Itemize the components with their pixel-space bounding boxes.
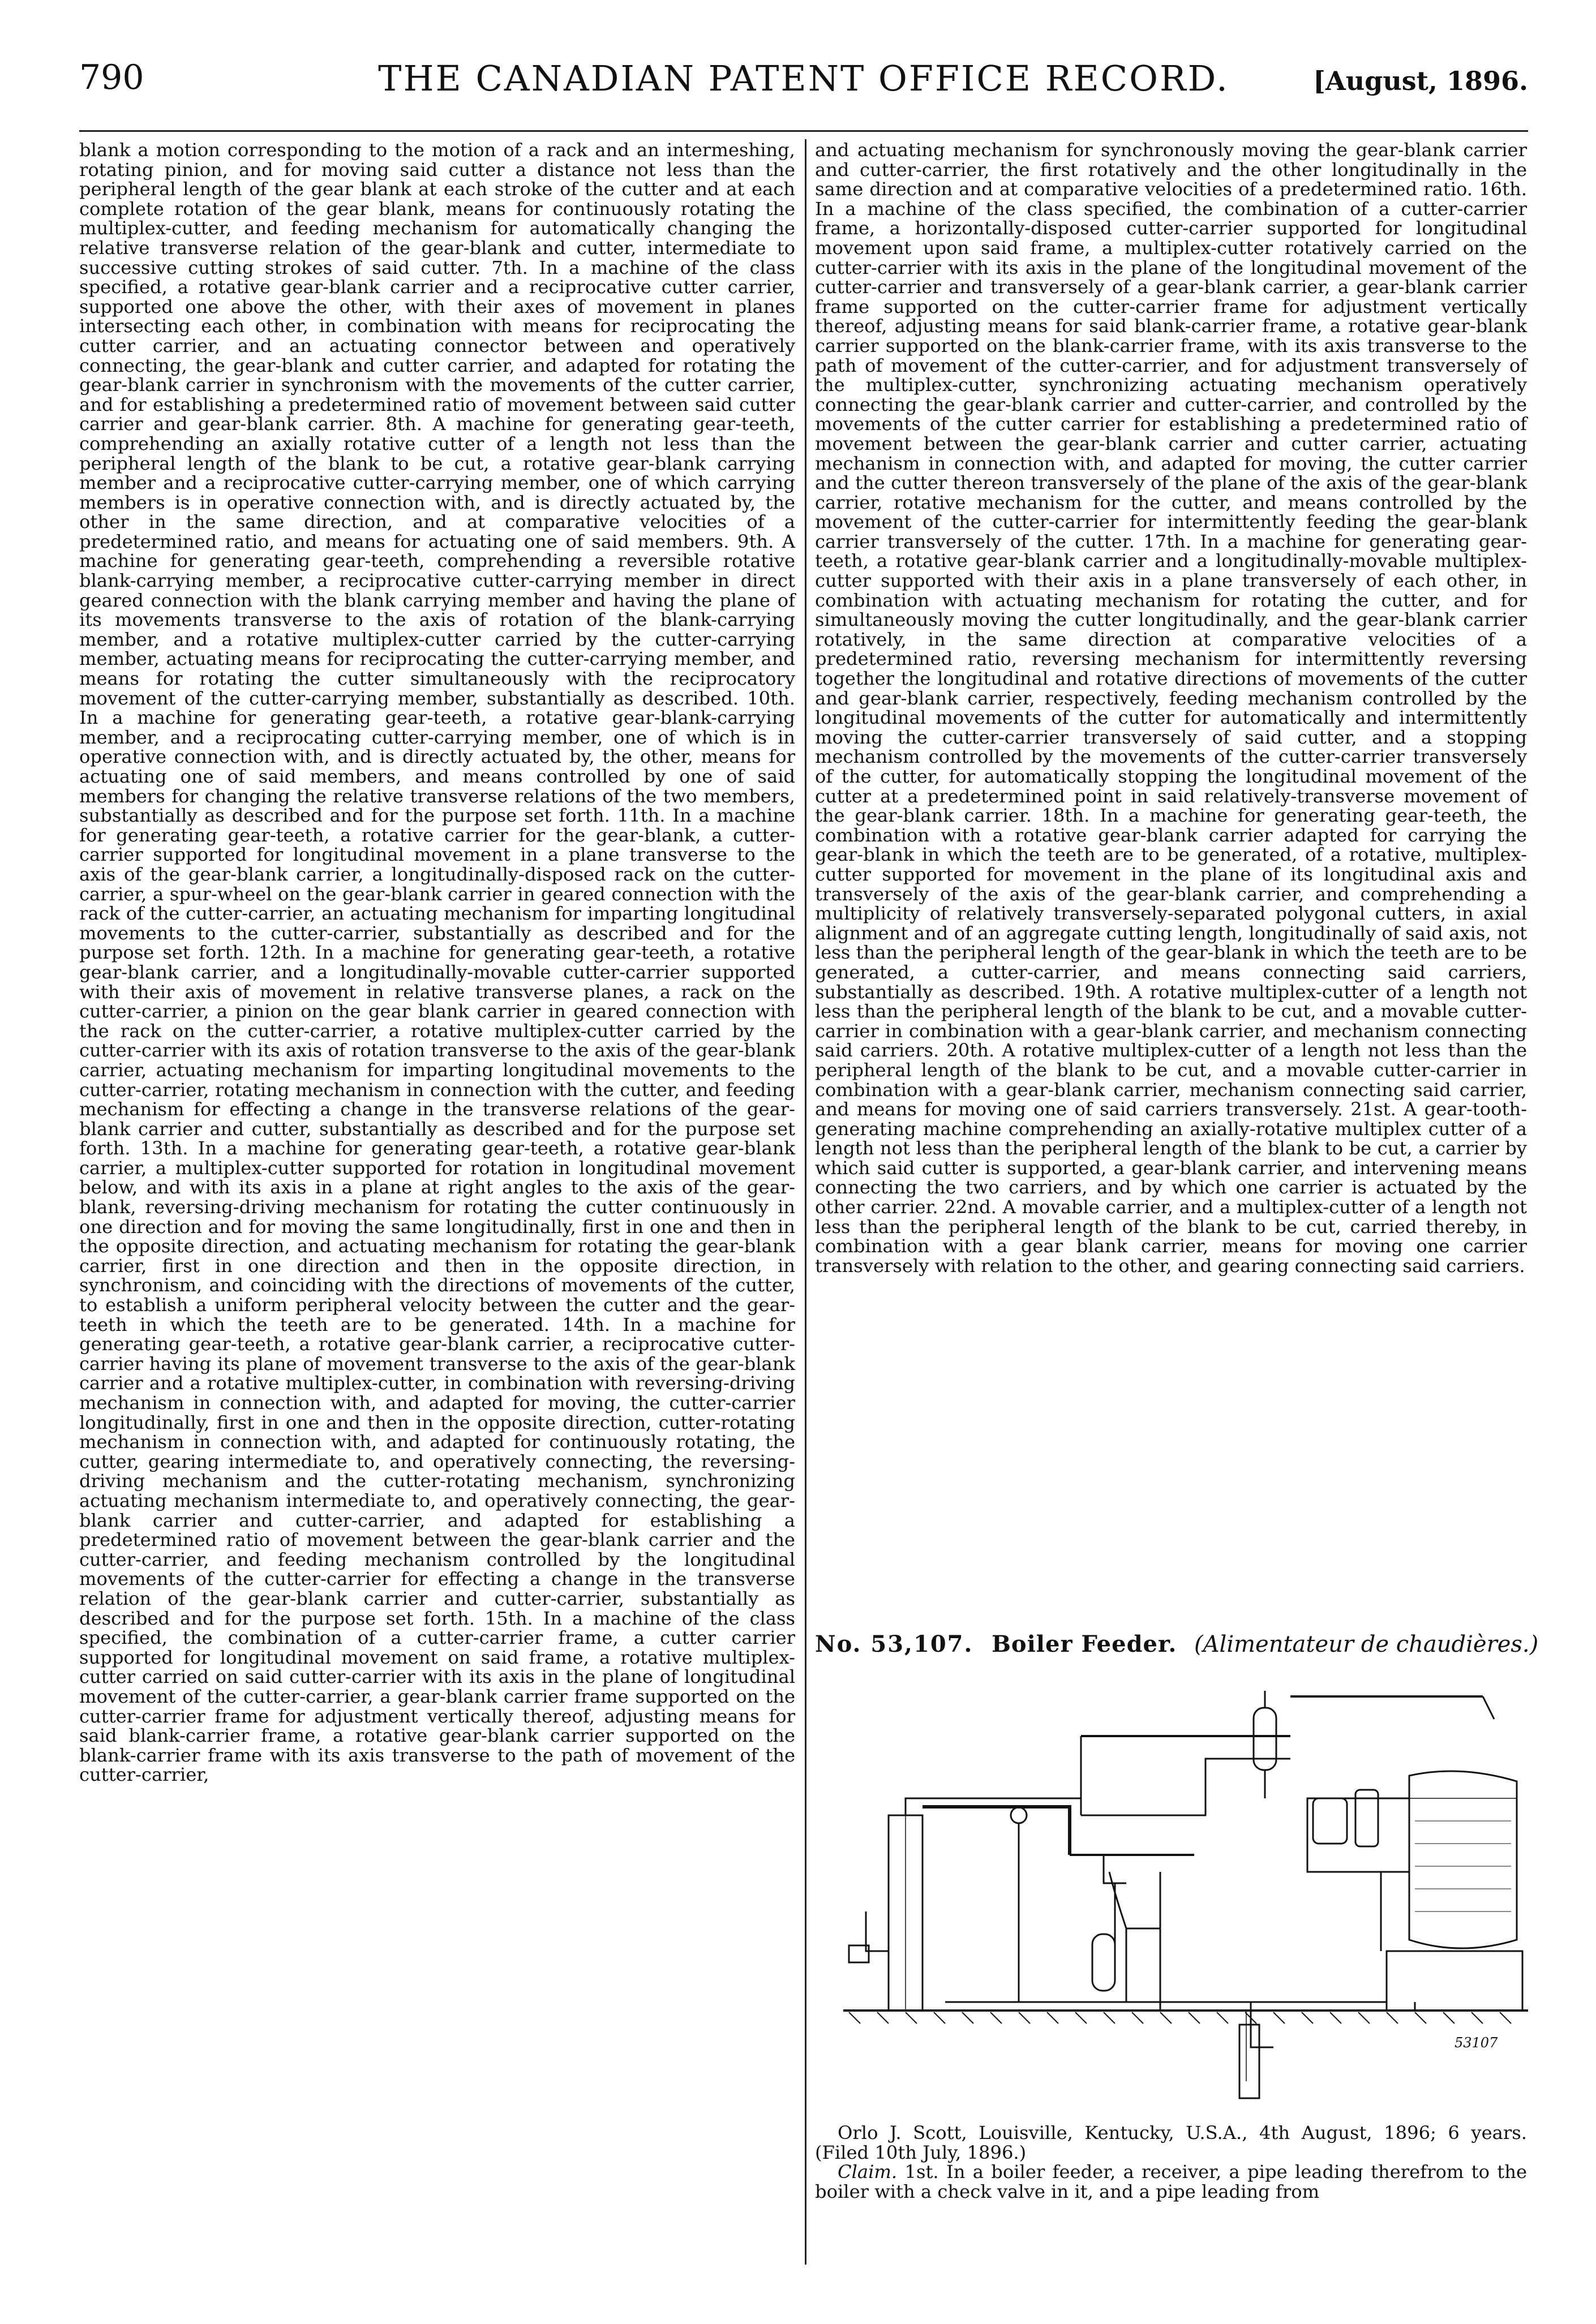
patent-french-title: (Alimentateur de chaudières.) <box>1194 1631 1539 1657</box>
left-column-text: blank a motion corresponding to the motion of a rack and an intermeshing, rotating pinion, and for moving said cutter a distance not less than the peripheral length of the gear blank at each stroke of the cutter and at each complete rotation of the gear blank, means for continuously rotating the multiplex-cutter, and feeding mechanism for automatically changing the relative transverse relation of the gear-blank and cutter, intermediate to successive cutting strokes of said cutter. 7th. In a machine of the class specified, a rotative gear-blank carrier and a reciprocative cutter carrier, supported one above the other, with their axes of movement in planes intersecting each other, in combination with means for reciprocating the cutter carrier, and an actuating connector between and operatively connecting, the gear-blank and cutter carrier, and adapted for rotating the gear-blank carrier in synchronism with the movements of the cutter carrier, and for establishing a predetermined ratio of movement between said cutter carrier and gear-blank carrier. 8th. A machine for generating gear-teeth, comprehending an axially rotative cutter of a length not less than the peripheral length of the blank to be cut, a rotative gear-blank carrying member and a reciprocative cutter-carrying member, one of which carrying members is in operative connection with, and is directly actuated by, the other in the same direction, and at comparative velocities of a predetermined ratio, and means for actuating one of said members. 9th. A machine for generating gear-teeth, comprehending a reversible rotative blank-carrying member, a reciprocative cutter-carrying member in direct geared connection with the blank carrying member and having the plane of its movements transverse to the axis of rotation of the blank-carrying member, and a rotative multiplex-cutter carried by the cutter-carrying member, actuating means for reciprocating the cutter-carrying member, and means for rotating the cutter simultaneously with the reciprocatory movement of the cutter-carrying member, substantially as described. 10th. In a machine for generating gear-teeth, a rotative gear-blank-carrying member, and a reciprocating cutter-carrying member, one of which is in operative connection with, and is directly actuated by, the other, means for actuating one of said members, and means controlled by one of said members for changing the relative transverse relations of the two members, substantially as described and for the purpose set forth. 11th. In a machine for generating gear-teeth, a rotative carrier for the gear-blank, a cutter-carrier supported for longitudinal movement in a plane transverse to the axis of the gear-blank carrier, a longitudinally-disposed rack on the cutter-carrier, a spur-wheel on the gear-blank carrier in geared connection with the rack of the cutter-carrier, an actuating mechanism for imparting longitudinal movements to the cutter-carrier, substantially as described and for the purpose set forth. 12th. In a machine for generating gear-teeth, a rotative gear-blank carrier, and a longitudinally-movable cutter-carrier supported with their axis of movement in relative transverse planes, a rack on the cutter-carrier, a pinion on the gear blank carrier in geared connection with the rack on the cutter-carrier, a rotative multiplex-cutter carried by the cutter-carrier with its axis of rotation transverse to the axis of the gear-blank carrier, actuating mechanism for imparting longitudinal movements to the cutter-carrier, rotating mechanism in connection with the cutter, and feeding mechanism for effecting a change in the transverse relations of the gear-blank carrier and cutter, substantially as described and for the purpose set forth. 13th. In a machine for generating gear-teeth, a rotative gear-blank carrier, a multiplex-cutter supported for rotation in longitudinal movement below, and with its axis in a plane at right angles to the axis of the gear-blank, reversing-driving mechanism for rotating the cutter continuously in one direction and for moving the same longitudinally, first in one and then in the opposite direction, and actuating mechanism for rotating the gear-blank carrier, first in one direction and then in the opposite direction, in synchronism, and coinciding with the directions of movements of the cutter, to establish a uniform peripheral velocity between the cutter and the gear-teeth in which the teeth are to be generated. 14th. In a machine for generating gear-teeth, a rotative gear-blank carrier, a reciprocative cutter-carrier having its plane of movement transverse to the axis of the gear-blank carrier and a rotative multiplex-cutter, in combination with reversing-driving mechanism in connection with, and adapted for moving, the cutter-carrier longitudinally, first in one and then in the opposite direction, cutter-rotating mechanism in connection with, and adapted for continuously rotating, the cutter, gearing intermediate to, and operatively connecting, the reversing-driving mechanism and the cutter-rotating mechanism, synchronizing actuating mechanism intermediate to, and operatively connecting, the gear-blank carrier and cutter-carrier, and adapted for establishing a predetermined ratio of movement between the gear-blank carrier and the cutter-carrier, and feeding mechanism controlled by the longitudinal movements of the cutter-carrier for effecting a change in the transverse relation of the gear-blank carrier and cutter-carrier, substantially as described and for the purpose set forth. 15th. In a machine of the class specified, the combination of a cutter-carrier frame, a cutter carrier supported for longitudinal movement on said frame, a rotative multiplex-cutter carried on said cutter-carrier with its axis in the plane of longitudinal movement of the cutter-carrier, a gear-blank carrier frame supported on the cutter-carrier frame for adjustment vertically thereof, adjusting means for said blank-carrier frame, a rotative gear-blank carrier supported on the blank-carrier frame with its axis transverse to the path of movement of the cutter-carrier, <box>79 139 795 1786</box>
boiler-feeder-drawing <box>843 1685 1528 2110</box>
claim-text: 1st. In a boiler feeder, a receiver, a pipe leading therefrom to the boiler with a check valve in it, and a pipe leading from <box>815 2161 1528 2202</box>
claim-label: Claim. <box>838 2161 898 2183</box>
figure-number: 53107 <box>1455 2035 1498 2051</box>
left-column <box>79 140 795 2257</box>
inventor-line: Orlo J. Scott, Louisville, Kentucky, U.S.A., 4th August, 1896; 6 years. (Filed 10th July, 1896.) <box>815 2122 1527 2163</box>
patent-description <box>815 2123 1527 2201</box>
patent-number: No. 53,107. <box>815 1631 973 1657</box>
patent-title: Boiler Feeder. <box>992 1631 1177 1657</box>
page-number: 790 <box>79 58 144 97</box>
boiler-feeder-figure <box>843 1685 1528 2110</box>
right-column <box>815 140 1527 1627</box>
page-header <box>79 58 1528 109</box>
header-rule <box>79 130 1528 132</box>
journal-title: THE CANADIAN PATENT OFFICE RECORD. <box>378 58 1229 99</box>
patent-heading <box>815 1631 1539 1657</box>
right-column-text: and actuating mechanism for synchronously moving the gear-blank carrier and cutter-carrier, the first rotatively and the other longitudinally in the same direction and at comparative velocities of a predetermined ratio. 16th. In a machine of the class specified, the combination of a cutter-carrier frame, a horizontally-disposed cutter-carrier supported for longitudinal movement upon said frame, a multiplex-cutter rotatively carried on the cutter-carrier with its axis in the plane of the longitudinal movement of the cutter-carrier and transversely of a gear-blank carrier, a gear-blank carrier frame supported on the cutter-carrier frame for adjustment vertically thereof, adjusting means for said blank-carrier frame, a rotative gear-blank carrier supported on the blank-carrier frame, with its axis transverse to the path of movement of the cutter-carrier, and for adjustment transversely of the multiplex-cutter, synchronizing actuating mechanism operatively connecting the gear-blank carrier and cutter-carrier, and controlled by the movements of the cutter carrier for establishing a predetermined ratio of movement between the gear-blank carrier and cutter carrier, actuating mechanism in connection with, and adapted for moving, the cutter carrier and the cutter thereon transversely of the plane of the axis of the gear-blank carrier, rotative mechanism for the cutter, and means controlled by the movement of the cutter-carrier for intermittently feeding the gear-blank carrier transversely of the cutter. 17th. In a machine for generating gear-teeth, a rotative gear-blank carrier and a longitudinally-movable multiplex-cutter supported with their axis in a plane transversely of each other, in combination with actuating mechanism for rotating the cutter, and for simultaneously moving the cutter longitudinally, and the gear-blank carrier rotatively, in the same direction at comparative velocities of a predetermined ratio, reversing mechanism for intermittently reversing together the longitudinal and rotative directions of movements of the cutter and gear-blank carrier, respectively, feeding mechanism controlled by the longitudinal movements of the cutter for automatically and intermittently moving the cutter-carrier transversely of said cutter, and a stopping mechanism controlled by the movements of the cutter-carrier transversely of the cutter, for automatically stopping the longitudinal movement of the cutter at a predetermined point in said relatively-transverse movement of the gear-blank carrier. 18th. In a machine for generating gear-teeth, the combination with a rotative gear-blank carrier adapted for carrying the gear-blank in which the teeth are to be generated, of a rotative, multiplex-cutter supported for movement in the plane of its longitudinal axis and transversely of the axis of the gear-blank carrier, and comprehending a multiplicity of relatively transversely-separated polygonal cutters, in axial alignment and of an aggregate cutting length, longitudinally of said axis, not less than the peripheral length of the gear-blank in which the teeth are to be generated, a cutter-carrier, and means connecting said carriers, substantially as described. 19th. A rotative multiplex-cutter of a length not less than the peripheral length of the blank to be cut, and a movable cutter-carrier in combination with a gear-blank carrier, and mechanism connecting said carriers. 20th. A rotative multiplex-cutter of a length not less than the peripheral length of the blank to be cut, and a movable cutter-carrier in combination with a gear-blank carrier, mechanism connecting said carrier, and means for moving one of said carriers transversely. 21st. A gear-tooth-generating machine comprehending an axially-rotative multiplex cutter of a length not less than the peripheral length of the blank to be cut, a carrier by which said cutter is supported, a gear-blank carrier, and intervening means connecting the two carriers, and by which one carrier is actuated by the other carrier. 22nd. A movable carrier, and a multiplex-cutter of a length not less than the peripheral length of the blank to be cut, carried thereby, in combination with a gear blank carrier, means for moving one carrier transversely with relation to the other, and gearing connecting said carriers. <box>815 139 1527 1277</box>
issue-date: [August, 1896. <box>1313 66 1528 96</box>
column-divider <box>805 139 806 2265</box>
